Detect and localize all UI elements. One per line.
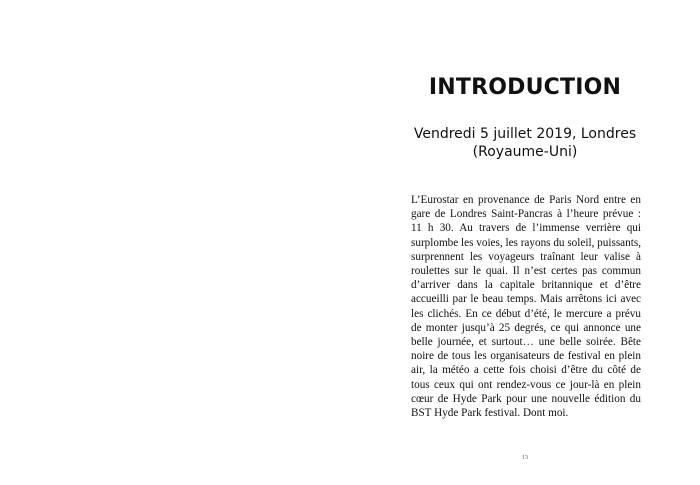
body-paragraph: L’Eurostar en provenance de Paris Nord entre en gare de Londres Saint-Pancras à l’heure prévue : 11 h 30. Au travers de l’immense verrière qui surplombe les voies, les rayons du soleil, puissants, surprennent les voyageurs traînant leur valise à roulettes sur le quai. Il n’est certes pas commun d’arriver dans la capitale britannique et d’être accueilli par le beau temps. Mais arrêtons ici avec les clichés. En ce début d’été, le mercure a prévu de monter jusqu’à 25 degrés, ce qui annonce une belle journée, et surtout… une belle soirée. Bête noire de tous les organisateurs de festival en plein air, la météo a cette fois choisi d’être du côté de tous ceux qui ont rendez-vous ce jour-là en plein cœur de Hyde Park pour une nouvelle édition du BST Hyde Park festival. Dont moi. <box>411 194 641 420</box>
dateline-date-city: Vendredi 5 juillet 2019, Londres <box>413 126 637 142</box>
chapter-title: INTRODUCTION <box>428 75 622 100</box>
dateline <box>350 125 700 161</box>
right-page <box>350 0 700 485</box>
dateline-country: (Royaume-Uni) <box>472 144 578 160</box>
page-number: 13 <box>522 455 528 461</box>
